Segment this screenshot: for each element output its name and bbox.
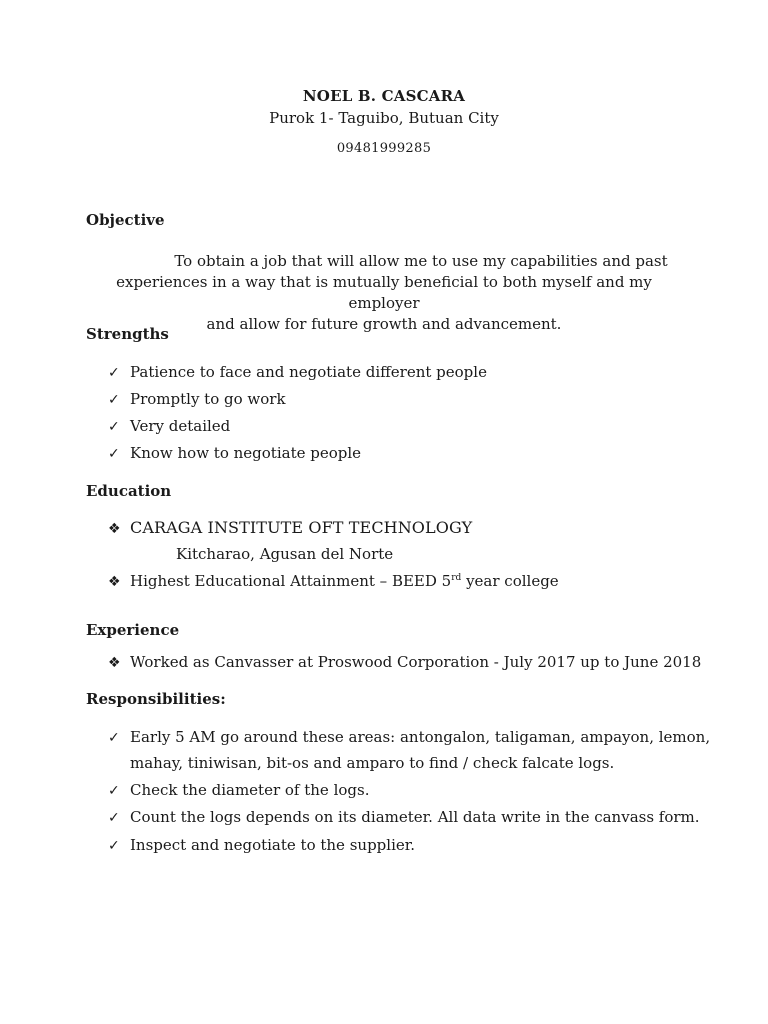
responsibility-text: Inspect and negotiate to the supplier. — [130, 836, 416, 854]
education-heading: Education — [86, 482, 172, 500]
education-item — [108, 572, 559, 590]
strength-text: Promptly to go work — [130, 390, 286, 408]
objective-heading: Objective — [86, 211, 165, 229]
checkmark-icon: ✓ — [108, 783, 120, 799]
responsibility-text: Early 5 AM go around these areas: antongalon, taligaman, ampayon, lemon, — [130, 728, 711, 746]
objective-line-3: and allow for future growth and advancement. — [206, 315, 562, 333]
objective-text — [96, 251, 672, 335]
checkmark-icon: ✓ — [108, 365, 120, 381]
objective-line-1-text: To obtain a job that will allow me to use my capabilities and past — [174, 252, 668, 270]
strength-text: Patience to face and negotiate different people — [130, 363, 487, 381]
experience-item — [108, 653, 701, 671]
checkmark-icon: ✓ — [108, 838, 120, 854]
responsibility-item — [108, 808, 700, 826]
responsibility-item — [108, 836, 415, 854]
experience-text: Worked as Canvasser at Proswood Corporation - July 2017 up to June 2018 — [130, 653, 702, 671]
strengths-heading: Strengths — [86, 325, 169, 343]
objective-line-1 — [96, 251, 672, 272]
education-item — [108, 518, 472, 537]
strength-item — [108, 444, 361, 462]
attainment-suffix: year college — [461, 572, 559, 590]
attainment-superscript: rd — [451, 573, 462, 583]
strength-text: Know how to negotiate people — [130, 444, 362, 462]
responsibility-item — [108, 781, 369, 799]
applicant-name: NOEL B. CASCARA — [302, 87, 466, 105]
attainment-text — [130, 572, 559, 590]
strength-text: Very detailed — [130, 417, 231, 435]
diamond-bullet-icon: ❖ — [108, 521, 121, 537]
responsibilities-heading: Responsibilities: — [86, 690, 226, 708]
attainment-prefix: Highest Educational Attainment – BEED 5 — [130, 572, 452, 590]
checkmark-icon: ✓ — [108, 392, 120, 408]
applicant-address: Purok 1- Taguibo, Butuan City — [269, 109, 499, 127]
checkmark-icon: ✓ — [108, 810, 120, 826]
checkmark-icon: ✓ — [108, 419, 120, 435]
checkmark-icon: ✓ — [108, 730, 120, 746]
responsibility-text: Check the diameter of the logs. — [130, 781, 370, 799]
strength-item — [108, 390, 286, 408]
checkmark-icon: ✓ — [108, 446, 120, 462]
responsibility-text-continued: mahay, tiniwisan, bit-os and amparo to find / check falcate logs. — [130, 754, 615, 772]
diamond-bullet-icon: ❖ — [108, 655, 121, 671]
experience-heading: Experience — [86, 621, 180, 639]
strength-item — [108, 417, 230, 435]
strength-item — [108, 363, 487, 381]
applicant-phone: 09481999285 — [336, 141, 432, 156]
responsibility-item — [108, 728, 710, 746]
school-name: CARAGA INSTITUTE OFT TECHNOLOGY — [130, 518, 473, 537]
diamond-bullet-icon: ❖ — [108, 574, 121, 590]
responsibility-text: Count the logs depends on its diameter. All data write in the canvass form. — [130, 808, 700, 826]
school-location: Kitcharao, Agusan del Norte — [176, 545, 394, 563]
objective-line-2: experiences in a way that is mutually beneficial to both myself and my employer — [116, 273, 652, 312]
